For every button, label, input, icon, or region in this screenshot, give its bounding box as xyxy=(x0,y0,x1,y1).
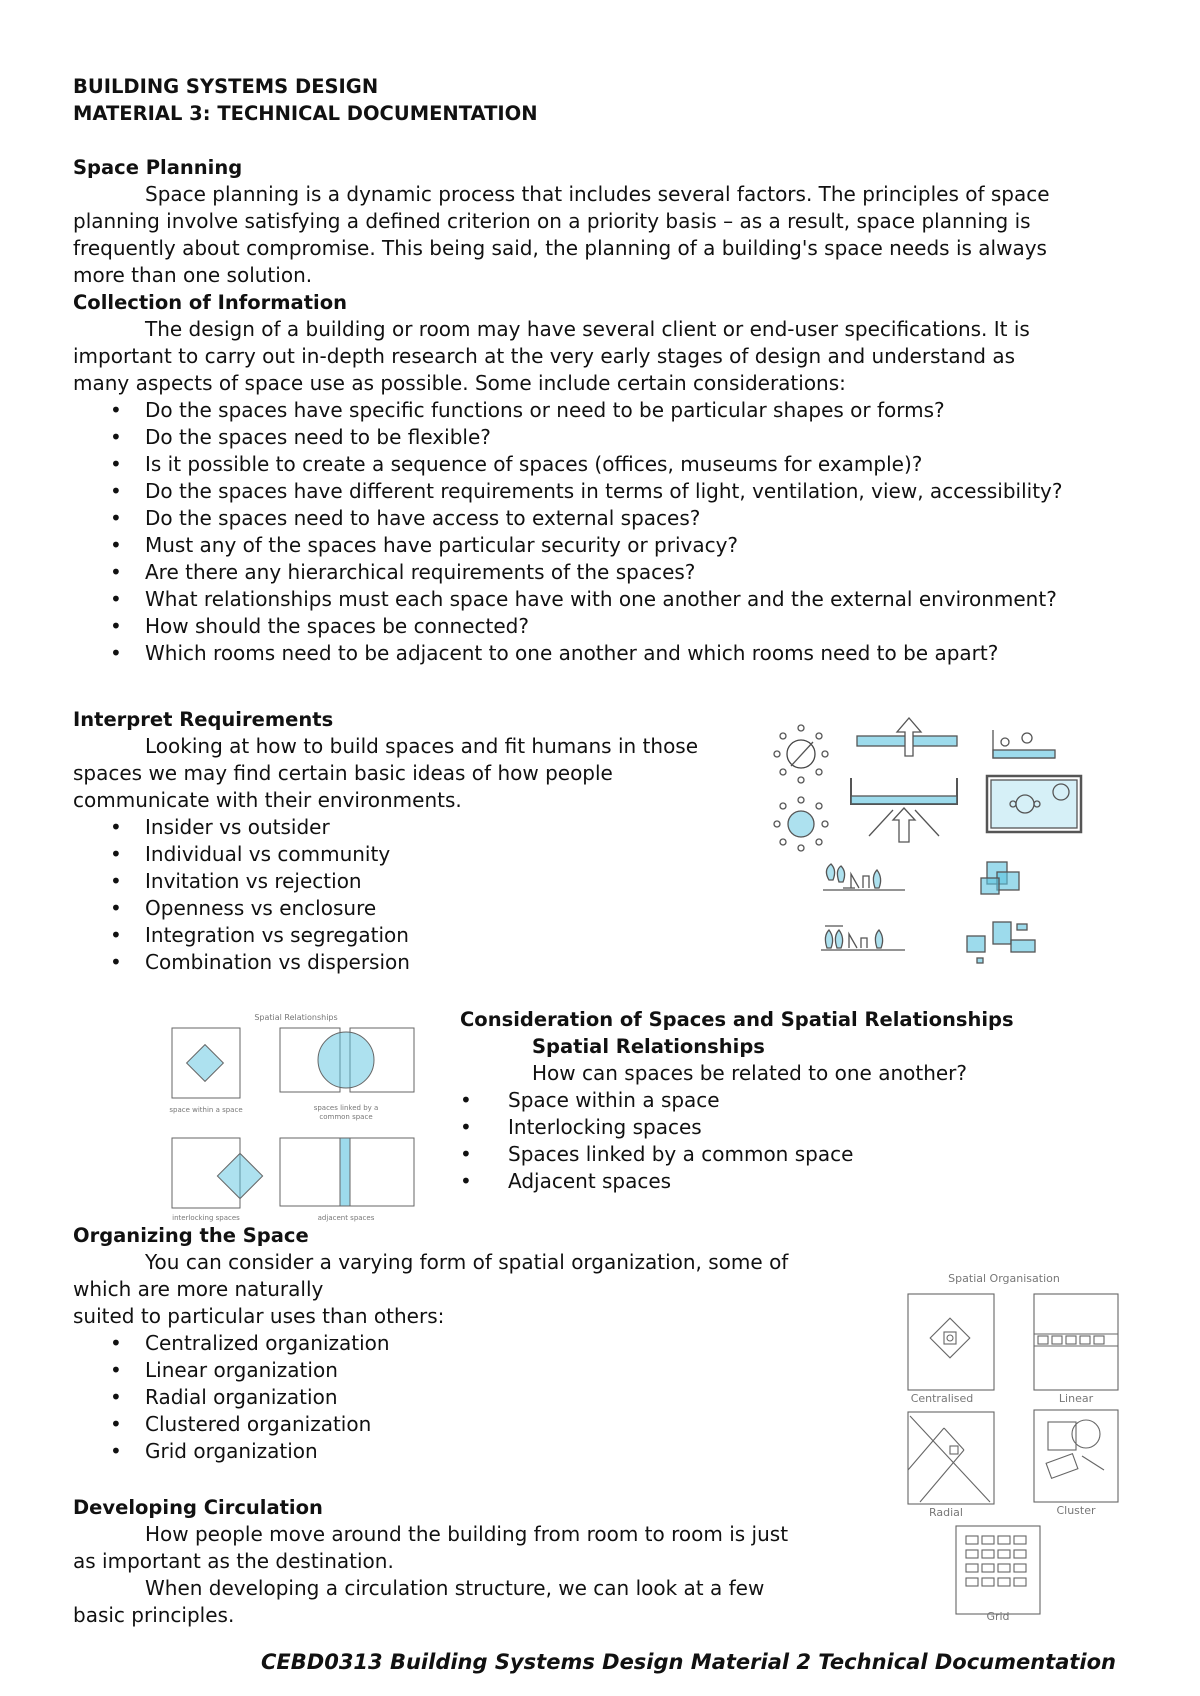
bullet-glyph: • xyxy=(110,896,122,920)
heading-spatial-relationships: Consideration of Spaces and Spatial Relationships xyxy=(460,1008,1014,1031)
bullet-glyph: • xyxy=(110,842,122,866)
bullet-glyph: • xyxy=(110,398,122,422)
bullet-glyph: • xyxy=(110,1358,122,1382)
paragraph-line: important to carry out in-depth research at the very early stages of design and understand as xyxy=(73,344,1015,368)
figure-title: Spatial Relationships xyxy=(254,1013,338,1022)
svg-text:spaces linked by a: spaces linked by a xyxy=(313,1104,379,1112)
paragraph-line: more than one solution. xyxy=(73,263,313,287)
interpret-requirements-figure xyxy=(765,712,1095,972)
svg-text:common space: common space xyxy=(319,1113,373,1121)
paragraph-line: communicate with their environments. xyxy=(73,788,462,812)
svg-text:Linear: Linear xyxy=(1058,1392,1094,1405)
figure-title: Spatial Organisation xyxy=(948,1272,1060,1285)
svg-text:Cluster: Cluster xyxy=(1056,1504,1096,1517)
paragraph-line: spaces we may find certain basic ideas of how people xyxy=(73,761,613,785)
paragraph-line: many aspects of space use as possible. Some include certain considerations: xyxy=(73,371,846,395)
paragraph-line: Space planning is a dynamic process that includes several factors. The principles of space xyxy=(145,182,1050,206)
bullet-glyph: • xyxy=(110,614,122,638)
bullet-glyph: • xyxy=(460,1115,472,1139)
bullet-glyph: • xyxy=(110,479,122,503)
spatial-relationships-figure xyxy=(158,1010,438,1224)
bullet-glyph: • xyxy=(110,815,122,839)
page-footer: CEBD0313 Building Systems Design Material 2 Technical Documentation xyxy=(261,1650,1116,1674)
paragraph-line: Looking at how to build spaces and fit humans in those xyxy=(145,734,699,758)
bullet-glyph: • xyxy=(110,1439,122,1463)
heading-space-planning: Space Planning xyxy=(73,156,243,179)
bullet-glyph: • xyxy=(110,533,122,557)
bullet-glyph: • xyxy=(110,923,122,947)
bullet-glyph: • xyxy=(110,560,122,584)
bullet-glyph: • xyxy=(460,1169,472,1193)
heading-organizing-the-space: Organizing the Space xyxy=(73,1224,309,1247)
paragraph-line: which are more naturally xyxy=(73,1277,324,1301)
bullet-glyph: • xyxy=(110,587,122,611)
bullet-glyph: • xyxy=(110,1331,122,1355)
subheading-spatial-relationships: Spatial Relationships xyxy=(532,1035,765,1058)
paragraph-line: suited to particular uses than others: xyxy=(73,1304,445,1328)
heading-collection-of-information: Collection of Information xyxy=(73,291,347,314)
paragraph-line: as important as the destination. xyxy=(73,1549,394,1573)
heading-developing-circulation: Developing Circulation xyxy=(73,1496,323,1519)
bullet-glyph: • xyxy=(460,1088,472,1112)
svg-text:Grid: Grid xyxy=(986,1610,1010,1622)
bullet-glyph: • xyxy=(110,950,122,974)
paragraph-line: How people move around the building from room to room is just xyxy=(145,1522,789,1546)
heading-interpret-requirements: Interpret Requirements xyxy=(73,708,334,731)
bullet-glyph: • xyxy=(110,506,122,530)
bullet-glyph: • xyxy=(110,1385,122,1409)
paragraph-line: frequently about compromise. This being said, the planning of a building's space needs is always xyxy=(73,236,1047,260)
paragraph-line: How can spaces be related to one another? xyxy=(532,1061,968,1085)
paragraph-line: When developing a circulation structure, we can look at a few xyxy=(145,1576,765,1600)
svg-text:adjacent spaces: adjacent spaces xyxy=(317,1214,375,1222)
paragraph-line: You can consider a varying form of spatial organization, some of xyxy=(145,1250,789,1274)
svg-text:Radial: Radial xyxy=(929,1506,963,1519)
svg-text:Centralised: Centralised xyxy=(910,1392,974,1405)
svg-text:interlocking spaces: interlocking spaces xyxy=(172,1214,240,1222)
spatial-organisation-figure xyxy=(900,1270,1130,1622)
paragraph-line: The design of a building or room may have several client or end-user specifications. It is xyxy=(145,317,1030,341)
bullet-glyph: • xyxy=(110,452,122,476)
paragraph-line: basic principles. xyxy=(73,1603,235,1627)
svg-text:space within a space: space within a space xyxy=(169,1106,243,1114)
bullet-glyph: • xyxy=(460,1142,472,1166)
paragraph-line: planning involve satisfying a defined criterion on a priority basis – as a result, space planning is xyxy=(73,209,1031,233)
bullet-glyph: • xyxy=(110,1412,122,1436)
bullet-glyph: • xyxy=(110,425,122,449)
bullet-glyph: • xyxy=(110,869,122,893)
document-title: BUILDING SYSTEMS DESIGN xyxy=(73,75,379,98)
document-subtitle: MATERIAL 3: TECHNICAL DOCUMENTATION xyxy=(73,102,538,125)
bullet-glyph: • xyxy=(110,641,122,665)
